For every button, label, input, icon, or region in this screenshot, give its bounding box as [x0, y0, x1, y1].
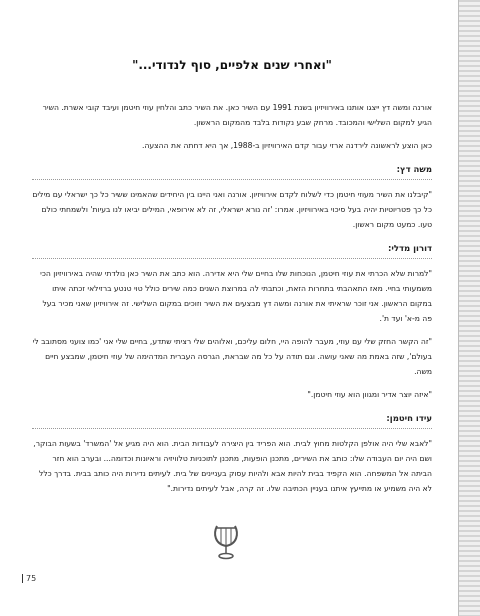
section-divider	[32, 179, 432, 181]
section-divider	[32, 428, 432, 430]
intro-paragraph-1: אורנה ומשה דץ ייצגו אותנו באירוויזיון בשנת 1991 עם השיר כאן. את השיר כתב והלחין עוזי חיטמן ועיבד קובי אשרת. השיר הגיע למקום השלישי והמכובד. מרחק שבע נקודות בלבד מהמקום הראשון.	[42, 103, 432, 127]
page-title: "ואחרי שנים אלפיים, סוף לנדודי..."	[132, 58, 332, 72]
lyre-icon	[211, 520, 241, 560]
page-number: 75	[22, 574, 36, 583]
section-paragraph: "איזה יוצר אדיר ומגוון הוא עוזי חיטמן."	[307, 390, 432, 399]
section-paragraph: "לאבא שלי היה אולפן הקלטות מחוץ לבית. הוא הפריד בין היצירה לעבודות הבית. הוא היה מגיע אל 'המשרד' בשעות הבוקר, ושם היה יום העבודה שלו: כותב את השירים, מתכנן הופעות, מתכנן לתוכניות טלוויזיה וראיונות וכדומה... ובערב הוא חזר הביתה אל המשפחה. הוא הקפיד בבית להיות אבא ולהיות עסוק בעניינים של בית. לעיתים נדירות היה כותב בבית. בדרך כלל לא היה משמיע או מתייעץ איתנו בעניין הכתיבה שלו. זה קרה, אבל לעיתים נדירות."	[33, 439, 432, 493]
section-paragraph: "למרות שלא הכרתי את עוזי חיטמן, הנוכחות שלו בחיים שלי היא אדירה. הוא כתב את השיר כאן נולדתי שהיה באירוויזיון הכי משמעותי בחיי. מאז התאהבתי בתחרות הזאת, וכתבתי לה במרוצת השנים כמה שירים כולל טוי טנטע ברזילאי זכתה איתו במקום הראשון. אני זוכר שראיתי את אורנה ומשה דץ מבצעים את השיר וזוכים במקום השלישי. זה אירוויזיון שאני מכיר בעל פה מ-א' ועד ת'.	[40, 269, 432, 323]
intro-paragraph-2: כאן הוצע לראשונה לירדנה ארזי עבור קדם האירוויזיון ב-1988, אך היא דחתה את ההצעה.	[142, 141, 432, 150]
section-heading-doron-medalie: דורון מדלי:	[387, 244, 432, 254]
section-paragraph: "זה הקשר החזק שלי עם עוזי, מעבר להופה היי, חלום עליכם, ואלוהים שלי רציתי שתדע, בחיים שלי אני 'כמו צועני מסתובב לי בעולם', שזה באמת מה שאני עושה. וגם תודה על כל מה שבראת, הגרסה העברית המדהימה של עוזי חיטמן, שמבצע חיים משה.	[32, 337, 432, 376]
section-divider	[32, 258, 432, 260]
page-content	[32, 58, 432, 504]
page-edge-stack	[458, 0, 480, 616]
section-heading-ido-hitman: עידו חיטמן:	[386, 414, 432, 424]
section-paragraph: "קיבלנו את השיר מעוזי חיטמן כדי לשלוח לקדם אירוויזיון. אורנה ואני היינו בין היחידים שהאמינו ששיר כל כך ישראלי עם מילים כל כך פטריוטיות יהיה בעל סיכוי באירוויזיון. אמרו: 'זה נורא ישראלי, זה לא אירופאי, המילים יביאו לנו בעיות' ולשמחתי כולם טעו. כמעט מקום ראשון.	[32, 190, 432, 229]
section-heading-moshe-datz: משה דץ:	[396, 165, 432, 175]
